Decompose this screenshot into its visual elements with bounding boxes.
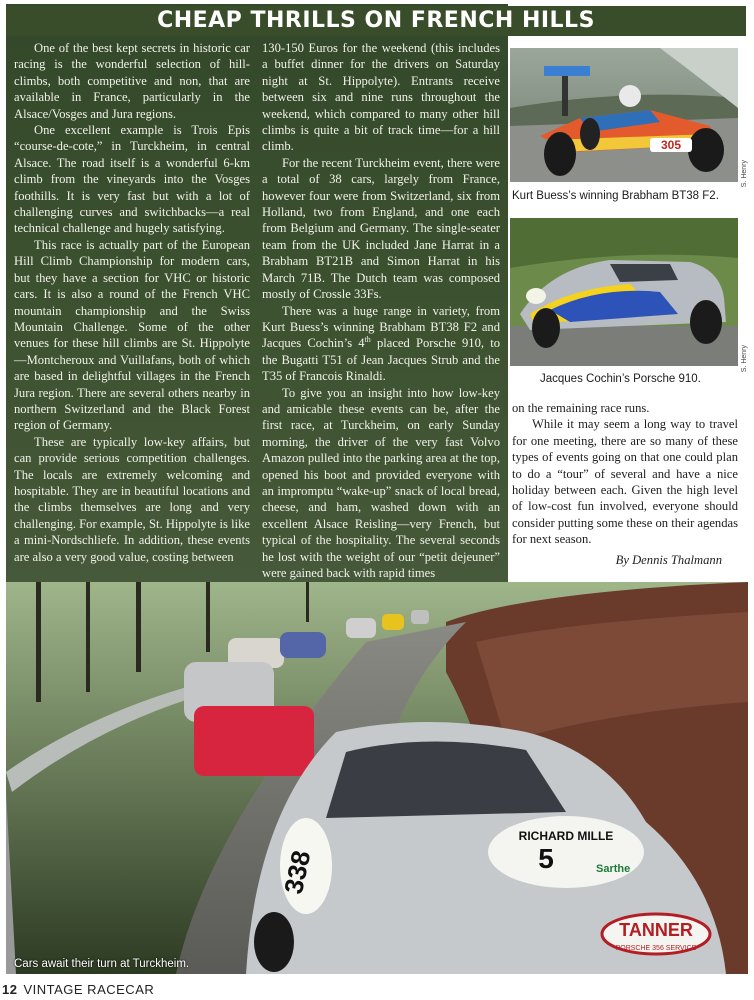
sponsor-text: PORSCHE 356 SERVICE [615,945,697,952]
paragraph: While it may seem a long way to travel for one meeting, there are so many of these types of events going on that one could plan to do a “tour” of several and have a nice holiday between each. Given the high level of low-cost fun involved, everyone should consider putting some these on their agendas for next season. [512,417,738,547]
sponsor-text: Sarthe [596,863,631,875]
text-run: There was a huge range in variety, from Kurt Buess’s winning Brabham BT38 F2 and Jacques Cochin’s 4 [262,303,500,351]
page-footer [2,982,154,997]
paragraph: For the recent Turckheim event, there were a total of 38 cars, largely from France, however four were from Switzerland, six from Holland, two from England, and one each from Belgium and Germany. The single-seater team from the UK included Jane Harrat in a Brabham BT21B and Simon Harrat in his March 71B. The Dutch team was composed mostly of Crossle 33Fs. [262,155,500,302]
article-column-1 [14,40,250,580]
door-number: 5 [538,843,554,874]
hillclimb-queue-illustration [6,582,748,974]
paragraph: These are typically low-key affairs, but can provide serious competition challenges. The locals are extremely welcoming and hospitable. They are in beautiful locations and the climbs themselves are long and very challenging. For example, St. Hippolyte is like a mini-Nordschliefe. In addition, these events are also a very good value, costing between [14,434,250,564]
magazine-name: VINTAGE RACECAR [23,982,155,997]
article-column-3 [512,400,738,570]
brabham-photo [510,48,738,182]
sponsor-text: RICHARD MILLE [518,829,614,843]
article-column-2 [262,40,500,580]
paragraph: 130-150 Euros for the weekend (this includes a buffet dinner for the drivers on Saturday night at St. Hippolyte). Entrants receive between six and nine runs throughout the weekend, which compared to many other hill climbs is quite a bit of track time—for a hill climb. [262,41,500,154]
paragraph: One excellent example is Trois Epis “course-de-cote,” in Turckheim, in central Alsace. The road itself is a wonderful 6-km climb from the vineyards into the Vosges foothills. It is very fast but with a lot of challenging curves and switchbacks—a real technical challenge and hugely satisfying. [14,123,250,236]
superscript: th [364,335,371,345]
paragraph: on the remaining race runs. [512,401,650,415]
sponsor-text: TANNER [619,920,693,940]
photo-caption: Jacques Cochin’s Porsche 910. [540,373,701,385]
paragraph: One of the best kept secrets in historic car racing is the wonderful selection of hill-climbs, both competitive and non, that are available in France, particularly in the Alsace/Vosges and Jura regions. [14,41,250,121]
photo-caption: Kurt Buess’s winning Brabham BT38 F2. [512,190,719,202]
car-number: 305 [660,138,682,152]
paragraph: To give you an insight into how low-key and amicable these events can be, after the first race, at Turckheim, on early Sunday morning, the driver of the very fast Volvo Amazon pulled into the parking area at the top, opened his boot and provided everyone with an impromptu “wake-up” snack of local bread, cheese, and ham, washed down with an excellent Alsace Reisling—very French, but typical of the hospitality. The several seconds he lost with the weight of our “petit dejeuner” were gained back with rapid times [262,385,500,580]
hillclimb-queue-photo [6,582,748,974]
headline: CHEAP THRILLS ON FRENCH HILLS [6,6,746,36]
brabham-illustration [510,48,738,182]
porsche-910-illustration [510,218,738,366]
porsche-910-photo [510,218,738,366]
photo-caption: Cars await their turn at Turckheim. [14,958,190,970]
paragraph [262,303,500,385]
photo-credit: S. Henry [741,345,748,373]
paragraph: This race is actually part of the European Hill Climb Championship for modern cars, but they have a section for VHC or historic cars. It is also a round of the French VHC mountain championship and the Swiss Mountain Challenge. Some of the other venues for these hill climbs are St. Hippolyte—Montcheroux and Vuillafans, both of which are based in delightful villages in the French Jura region. There are several others nearby in northern Switzerland and the Black Forest region of Germany. [14,237,250,433]
photo-credit: S. Henry [741,160,748,188]
byline: By Dennis Thalmann [615,552,722,567]
car-number: 338 [278,847,317,897]
page-number: 12 [2,982,18,997]
text-run: placed Porsche 910, to the Bugatti T51 of Jean Jacques Strub and the T35 of Francois Rinaldi. [262,336,500,384]
